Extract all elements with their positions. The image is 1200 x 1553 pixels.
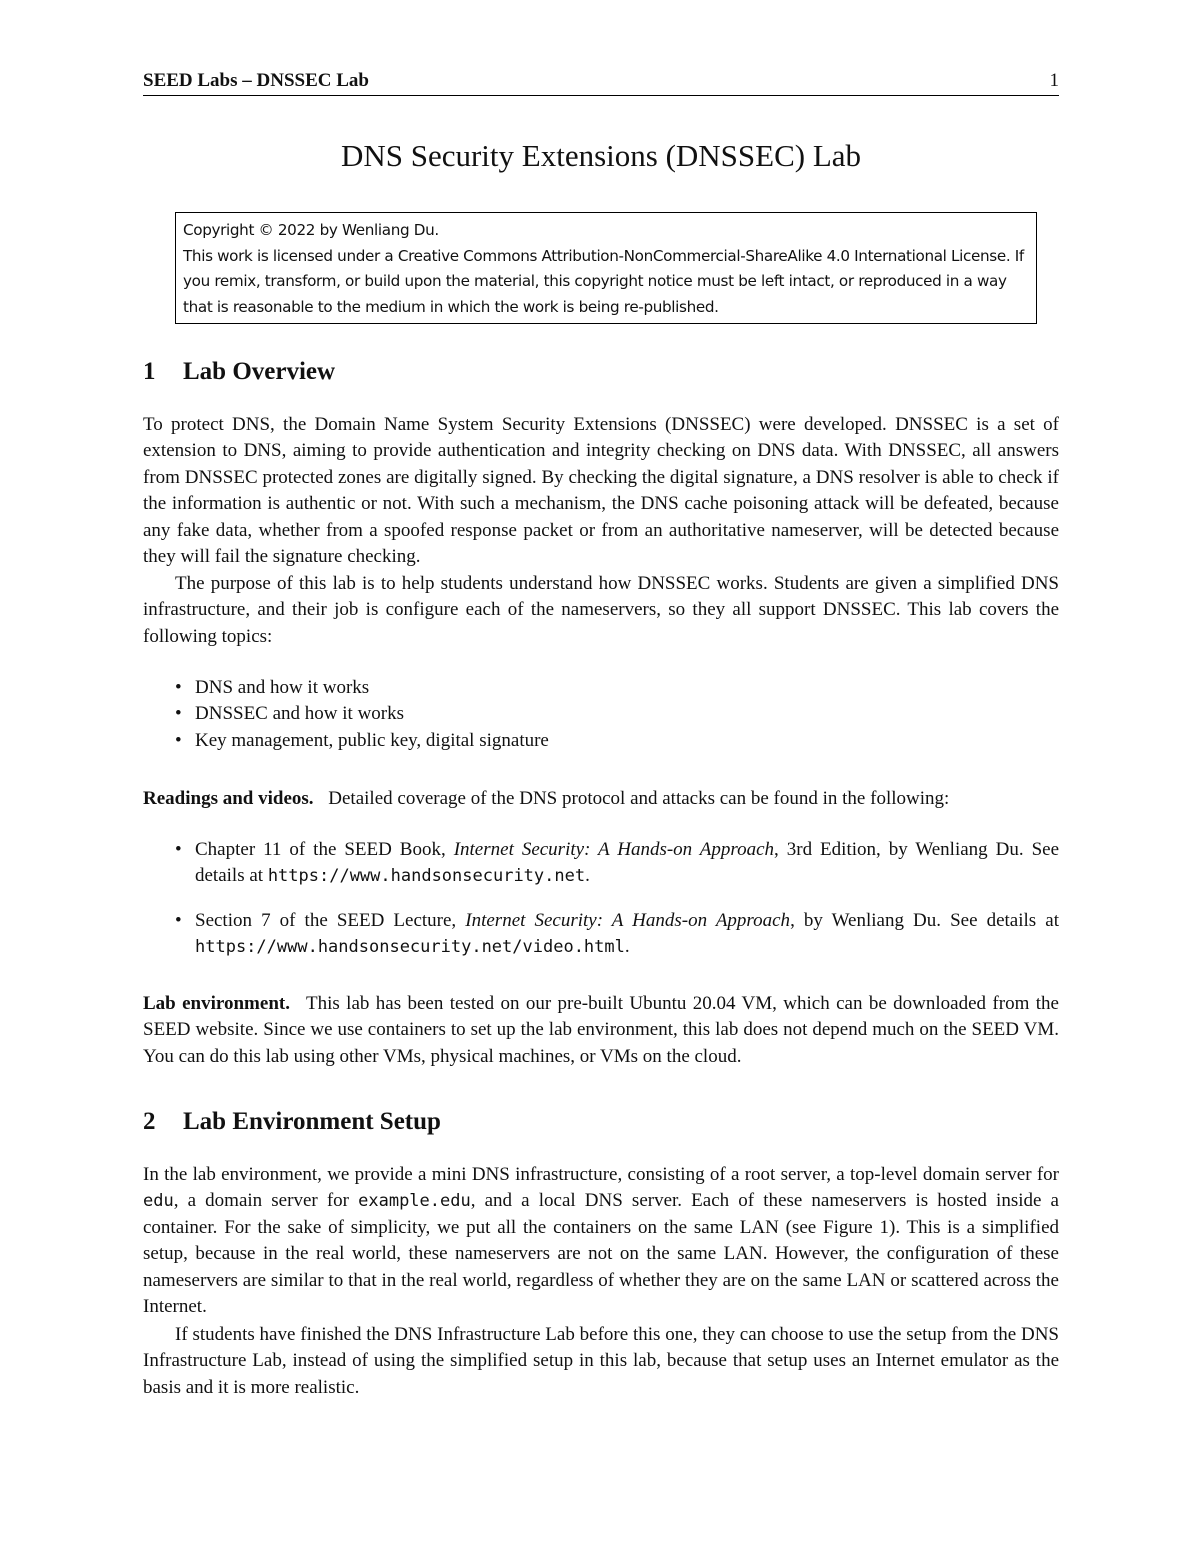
section-title: Lab Overview xyxy=(183,358,336,385)
copyright-line: Copyright © 2022 by Wenliang Du. xyxy=(183,221,439,239)
running-title: SEED Labs – DNSSEC Lab xyxy=(143,70,369,91)
section-heading-lab-overview xyxy=(143,358,335,386)
copyright-box xyxy=(175,212,1037,324)
page-number: 1 xyxy=(1049,70,1059,91)
bullet-icon: • xyxy=(175,909,182,931)
list-item: • Chapter 11 of the SEED Book, Internet Security: A Hands-on Approach, 3rd Edition, by Wenliang Du. See details at https://www.handsonsecurity.net. xyxy=(175,839,1060,887)
code-example-edu: example.edu xyxy=(358,1191,471,1212)
lab-environment-paragraph xyxy=(143,991,1059,1070)
lecture-title: Internet Security: A Hands-on Approach xyxy=(465,909,791,931)
topics-list xyxy=(143,675,1059,754)
readings-text: Detailed coverage of the DNS protocol and attacks can be found in the following: xyxy=(328,788,950,809)
bullet-icon: • xyxy=(175,677,182,698)
lab-environment-text: This lab has been tested on our pre-built Ubuntu 20.04 VM, which can be downloaded from the SEED website. Since we use containers to set up the lab environment, this lab does not depend much on the SEED VM. You can do this lab using other VMs, physical machines, or VMs on the cloud. xyxy=(143,993,1059,1067)
list-item: • Section 7 of the SEED Lecture, Internet Security: A Hands-on Approach, by Wenliang Du. See details at https://www.handsonsecurity.net/video.html. xyxy=(175,909,1059,958)
purpose-paragraph: The purpose of this lab is to help students understand how DNSSEC works. Students are given a simplified DNS infrastructure, and their job is configure each of the nameservers, so they all support DNSSEC. This lab covers the following topics: xyxy=(143,573,1059,647)
lab-environment-lead: Lab environment. xyxy=(143,993,290,1014)
bullet-icon: • xyxy=(175,703,182,725)
code-edu: edu xyxy=(143,1191,174,1212)
infrastructure-lab-paragraph: If students have finished the DNS Infrastructure Lab before this one, they can choose to use the setup from the DNS Infrastructure Lab, instead of using the simplified setup in this lab, because that setup uses an Internet emulator as the basis and it is more realistic. xyxy=(143,1324,1059,1398)
setup-paragraph: In the lab environment, we provide a mini DNS infrastructure, consisting of a root server, a top-level domain server for edu, a domain server for example.edu, and a local DNS server. Each of these nameservers is hosted inside a container. For the sake of simplicity, we put all the containers on the same LAN (see Figure 1). This is a simplified setup, because in the real world, these nameservers are not on the same LAN. However, the configuration of these nameservers are similar to that in the real world, regardless of whether they are on the same LAN or scattered across the Internet. xyxy=(143,1164,1059,1318)
section-number: 2 xyxy=(143,1108,156,1135)
readings-paragraph xyxy=(143,786,1059,812)
list-item: • DNS and how it works xyxy=(143,675,1059,701)
license-text: This work is licensed under a Creative Commons Attribution-NonCommercial-ShareAlike 4.0 International License. If you remix, transform, or build upon the material, this copyright notice must be left intact, or reproduced in a way that is reasonable to the medium in which the work is being re-published. xyxy=(183,246,1024,316)
bullet-icon: • xyxy=(175,729,182,751)
book-url-link[interactable]: https://www.handsonsecurity.net xyxy=(267,866,586,887)
list-item: • Key management, public key, digital signature xyxy=(143,728,1059,754)
video-url-link[interactable]: https://www.handsonsecurity.net/video.html xyxy=(195,937,625,958)
readings-list xyxy=(143,837,1059,979)
section-heading-lab-environment-setup xyxy=(143,1108,441,1136)
bullet-icon: • xyxy=(175,839,182,860)
running-header xyxy=(143,70,1059,96)
readings-lead: Readings and videos. xyxy=(143,788,314,809)
section-number: 1 xyxy=(143,358,156,385)
overview-paragraph: To protect DNS, the Domain Name System Security Extensions (DNSSEC) were developed. DNSSEC is a set of extension to DNS, aiming to provide authentication and integrity checking on DNS data. With DNSSEC, all answers from DNSSEC protected zones are digitally signed. By checking the digital signature, a DNS resolver is able to check if the information is authentic or not. With such a mechanism, the DNS cache poisoning attack will be defeated, because any fake data, whether from a spoofed response packet or from an authoritative nameserver, will be detected because they will fail the signature checking. xyxy=(143,414,1059,568)
page-title: DNS Security Extensions (DNSSEC) Lab xyxy=(340,138,862,173)
section-title: Lab Environment Setup xyxy=(183,1108,441,1135)
book-title: Internet Security: A Hands-on Approach xyxy=(453,839,775,860)
list-item: • DNSSEC and how it works xyxy=(143,701,1059,727)
